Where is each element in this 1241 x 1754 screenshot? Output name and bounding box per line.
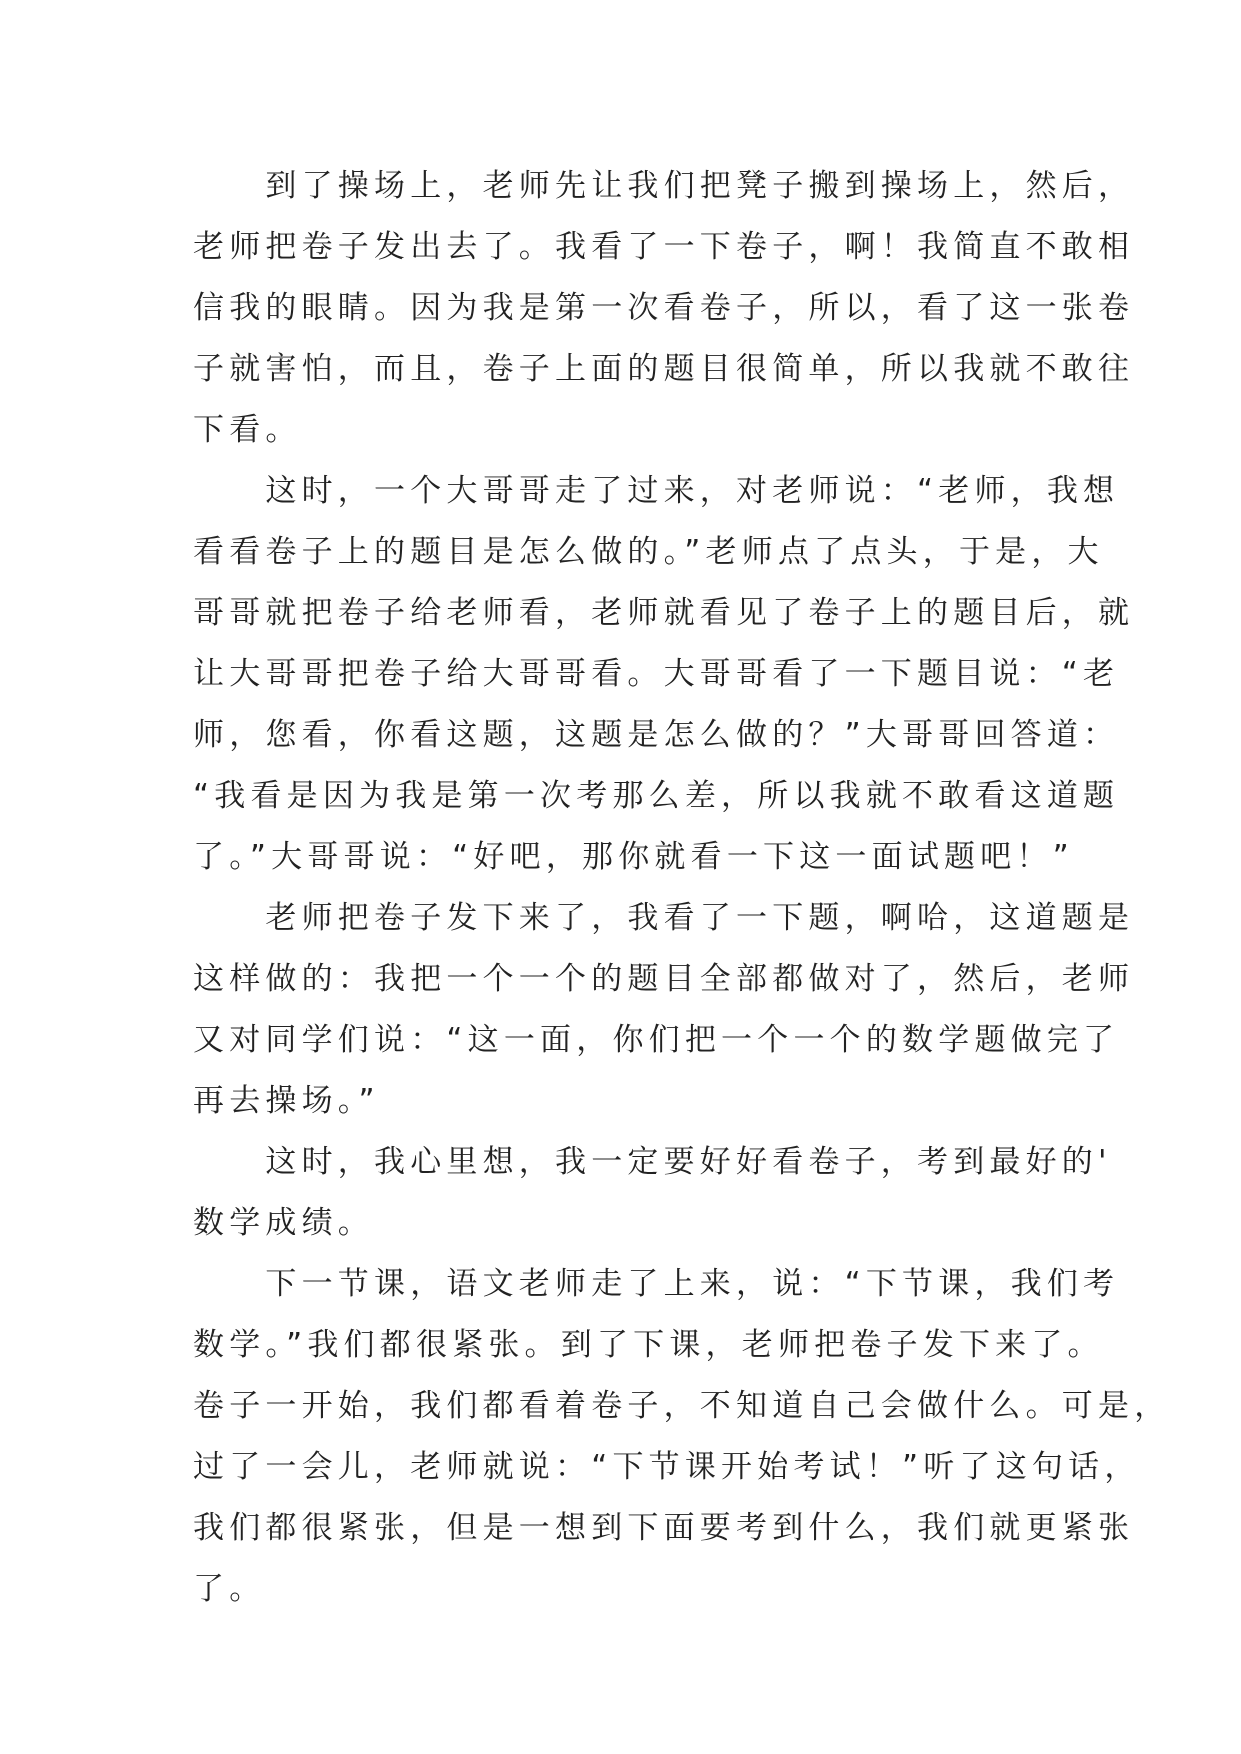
text-line: 子就害怕，而且，卷子上面的题目很简单，所以我就不敢往 — [193, 351, 1135, 387]
text-line: 了。”大哥哥说：“好吧，那你就看一下这一面试题吧！” — [193, 839, 1074, 875]
text-line: 数学成绩。 — [193, 1205, 374, 1241]
paragraph-2 — [193, 461, 1135, 888]
text-line: 下一节课，语文老师走了上来，说：“下节课，我们考 — [193, 1266, 1120, 1302]
text-line: “我看是因为我是第一次考那么差，所以我就不敢看这道题 — [193, 778, 1120, 814]
text-line: 下看。 — [193, 412, 302, 448]
paragraph-3 — [193, 888, 1135, 1132]
text-line: 让大哥哥把卷子给大哥哥看。大哥哥看了一下题目说：“老 — [193, 656, 1120, 692]
text-line: 这时，一个大哥哥走了过来，对老师说：“老师，我想 — [193, 473, 1120, 509]
text-line: 再去操场。” — [193, 1083, 380, 1119]
text-line: 数学。”我们都很紧张。到了下课，老师把卷子发下来了。 — [193, 1327, 1104, 1363]
text-line: 卷子一开始，我们都看着卷子，不知道自己会做什么。可是， — [193, 1388, 1171, 1424]
text-line: 看看卷子上的题目是怎么做的。”老师点了点头，于是，大 — [193, 534, 1104, 570]
text-line: 老师把卷子发出去了。我看了一下卷子，啊！我简直不敢相 — [193, 229, 1135, 265]
text-line: 师，您看，你看这题，这题是怎么做的？”大哥哥回答道： — [193, 717, 1120, 753]
text-line: 这样做的：我把一个一个的题目全部都做对了，然后，老师 — [193, 961, 1135, 997]
text-line: 信我的眼睛。因为我是第一次看卷子，所以，看了这一张卷 — [193, 290, 1135, 326]
text-line: 过了一会儿，老师就说：“下节课开始考试！”听了这句话， — [193, 1449, 1141, 1485]
paragraph-4 — [193, 1132, 1112, 1254]
text-line: 又对同学们说：“这一面，你们把一个一个的数学题做完了 — [193, 1022, 1120, 1058]
text-line: 哥哥就把卷子给老师看，老师就看见了卷子上的题目后，就 — [193, 595, 1135, 631]
text-line: 这时，我心里想，我一定要好好看卷子，考到最好的' — [193, 1144, 1112, 1180]
paragraph-5 — [193, 1254, 1171, 1620]
document-body — [193, 156, 1171, 1620]
paragraph-1 — [193, 156, 1135, 461]
text-line: 到了操场上，老师先让我们把凳子搬到操场上，然后， — [193, 168, 1135, 204]
text-line: 老师把卷子发下来了，我看了一下题，啊哈，这道题是 — [193, 900, 1135, 936]
text-line: 我们都很紧张，但是一想到下面要考到什么，我们就更紧张 — [193, 1510, 1135, 1546]
text-line: 了。 — [193, 1571, 266, 1607]
